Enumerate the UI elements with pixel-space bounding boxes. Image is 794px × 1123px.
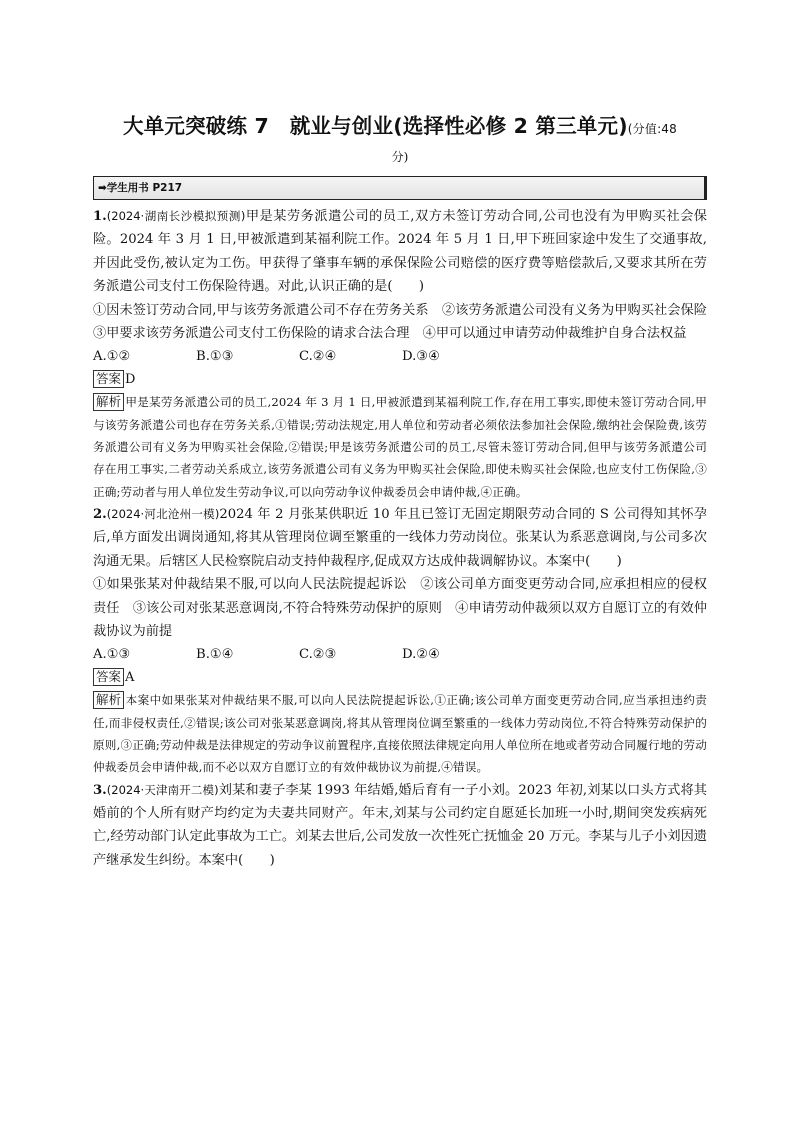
page-title (93, 108, 707, 147)
explanation-tag: 解析 (93, 691, 124, 709)
question-2-answer (93, 667, 707, 689)
question-number: 2. (93, 506, 107, 522)
question-2 (93, 503, 707, 573)
question-stem: 甲是某劳务派遣公司的员工,双方未签订劳动合同,公司也没有为甲购买社会保险。2024 年 3 月 1 日,甲被派遣到某福利院工作。2024 年 5 月 1 日,甲下班回家途中发生了交通事故,并因此受伤,被认定为工伤。甲获得了肇事车辆的承保保险公司赔偿的医疗费等赔偿款后,又要求其所在劳务派遣公司支付工伤保险待遇。对此,认识正确的是( ) (93, 209, 707, 295)
option-c: C.②④ (299, 349, 337, 365)
question-source: (2024·天津南开二模) (106, 782, 219, 797)
score-note-continued: 分) (391, 150, 409, 164)
option-a: A.①② (93, 349, 131, 365)
question-3 (93, 779, 707, 873)
explanation-text: 甲是某劳务派遣公司的员工,2024 年 3 月 1 日,甲被派遣到某福利院工作,存在用工事实,即使未签订劳动合同,甲与该劳务派遣公司也存在劳务关系,①错误;劳动法规定,用人单位和劳动者必须依法参加社会保险,缴纳社会保险费,该劳务派遣公司有义务为甲购买社会保险,②错误;甲是该劳务派遣公司的员工,尽管未签订劳动合同,但甲与该劳务派遣公司存在用工事实,二者劳动关系成立,该劳务派遣公司有义务为甲购买社会保险,即使未购买社会保险,也应支付工伤保险,③正确;劳动者与用人单位发生劳动争议,可以向劳动争议仲裁委员会申请仲裁,④正确。 (93, 395, 707, 499)
question-source: (2024·湖南长沙模拟预测) (106, 209, 246, 223)
question-2-options (93, 643, 707, 666)
explanation-tag: 解析 (93, 393, 124, 411)
question-source: (2024·河北沧州一模) (106, 506, 220, 521)
explanation-text: 本案中如果张某对仲裁结果不服,可以向人民法院提起诉讼,①正确;该公司单方面变更劳动合同,应当承担违约责任,而非侵权责任,②错误;该公司对张某恶意调岗,将其从管理岗位调至繁重的一线体力劳动岗位,不符合特殊劳动保护的原则,③正确;劳动仲裁是法律规定的劳动争议前置程序,直接依照法律规定向用人单位所在地或者劳动合同履行地的劳动仲裁委员会申请仲裁,而不必以双方自愿订立的有效仲裁协议为前提,④错误。 (93, 693, 707, 775)
question-1 (93, 205, 707, 299)
question-number: 1. (93, 209, 107, 224)
option-d: D.③④ (402, 349, 440, 365)
question-1-answer (93, 369, 707, 391)
student-book-bar: ➡学生用书 P217 (93, 176, 707, 200)
option-d: D.②④ (402, 647, 440, 663)
answer-value: A (125, 670, 135, 686)
title-text: 大单元突破练 7 就业与创业(选择性必修 2 第三单元) (123, 114, 628, 138)
option-a: A.①③ (93, 647, 131, 663)
question-1-explanation (93, 391, 707, 502)
option-b: B.①④ (196, 647, 234, 663)
answer-tag: 答案 (93, 668, 124, 686)
answer-value: D (125, 372, 136, 388)
question-stem: 刘某和妻子李某 1993 年结婚,婚后育有一子小刘。2023 年初,刘某以口头方式将其婚前的个人所有财产均约定为夫妻共同财产。年末,刘某与公司约定自愿延长加班一小时,期间突发疾病死亡,经劳动部门认定此事故为工亡。刘某去世后,公司发放一次性死亡抚恤金 20 万元。李某与儿子小刘因遗产继承发生纠纷。本案中( ) (93, 782, 707, 868)
question-2-statements: ①如果张某对仲裁结果不服,可以向人民法院提起诉讼 ②该公司单方面变更劳动合同,应承担相应的侵权责任 ③该公司对张某恶意调岗,不符合特殊劳动保护的原则 ④申请劳动仲裁须以双方自愿订立的有效仲裁协议为前提 (93, 577, 707, 639)
question-1-options (93, 345, 707, 368)
option-c: C.②③ (299, 647, 337, 663)
question-2-explanation (93, 689, 707, 778)
question-number: 3. (93, 782, 107, 798)
question-1-statements: ①因未签订劳动合同,甲与该劳务派遣公司不存在劳务关系 ②该劳务派遣公司没有义务为甲购买社会保险 ③甲要求该劳务派遣公司支付工伤保险的请求合法合理 ④甲可以通过申请劳动仲裁维护自身合法权益 (93, 302, 721, 342)
option-b: B.①③ (196, 349, 234, 365)
score-note: (分值:48 (627, 122, 677, 136)
document-page (93, 108, 721, 872)
question-stem: 2024 年 2 月张某供职近 10 年且已签订无固定期限劳动合同的 S 公司得知其怀孕后,单方面发出调岗通知,将其从管理岗位调至繁重的一线体力劳动岗位。张某认为系恶意调岗,与公司多次沟通无果。后辖区人民检察院启动支持仲裁程序,促成双方达成仲裁调解协议。本案中( ) (93, 506, 707, 569)
answer-tag: 答案 (93, 370, 124, 388)
